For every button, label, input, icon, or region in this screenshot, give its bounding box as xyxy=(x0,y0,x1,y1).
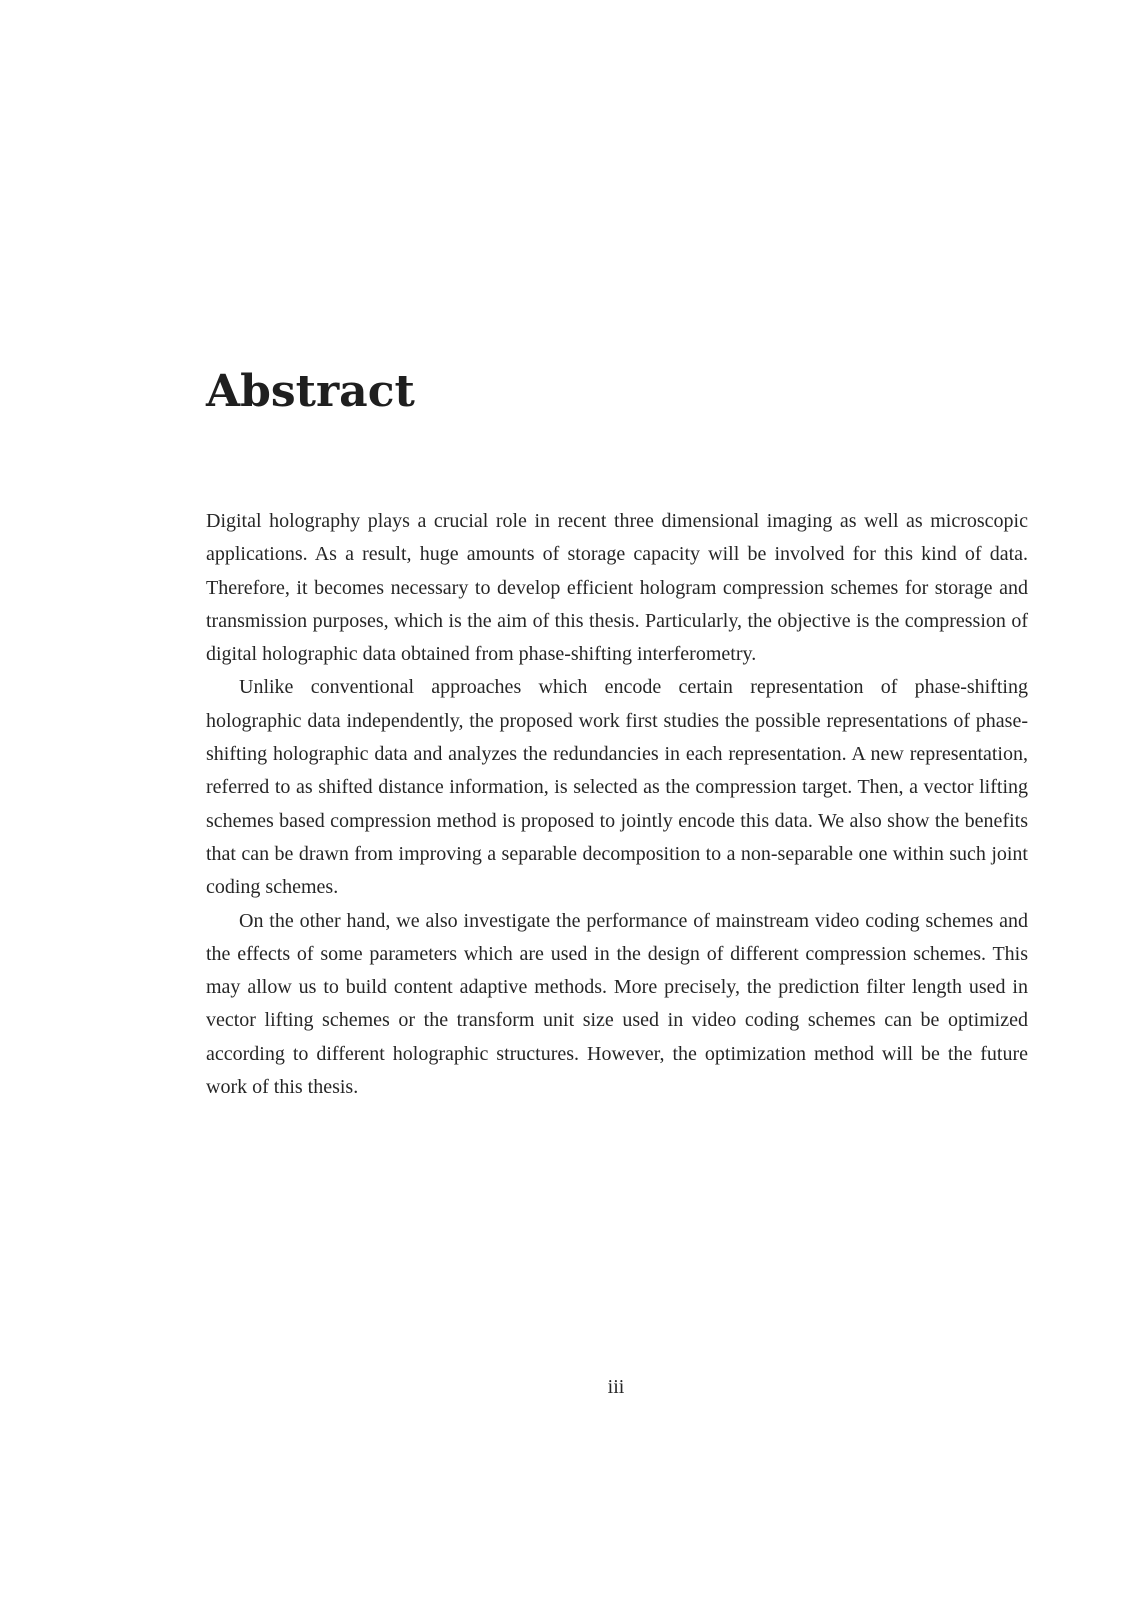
abstract-paragraph-2: Unlike conventional approaches which encode certain representation of phase-shifting holographic data independently, the proposed work first studies the possible representations of phase-shifting holographic data and analyzes the redundancies in each representation. A new representation, referred to as shifted distance information, is selected as the compression target. Then, a vector lifting schemes based compression method is proposed to jointly encode this data. We also show the benefits that can be drawn from improving a separable decomposition to a non-separable one within such joint coding schemes. xyxy=(206,676,1028,899)
abstract-paragraph-3: On the other hand, we also investigate the performance of mainstream video coding schemes and the effects of some parameters which are used in the design of different compression schemes. This may allow us to build content adaptive methods. More precisely, the prediction filter length used in vector lifting schemes or the transform unit size used in video coding schemes can be optimized according to different holographic structures. However, the optimization method will be the future work of this thesis. xyxy=(206,909,1028,1099)
abstract-paragraph-1: Digital holography plays a crucial role in recent three dimensional imaging as well as microscopic applications. As a result, huge amounts of storage capacity will be involved for this kind of data. Therefore, it becomes necessary to develop efficient hologram compression schemes for storage and transmission purposes, which is the aim of this thesis. Particularly, the objective is the compression of digital holographic data obtained from phase-shifting interferometry. xyxy=(206,510,1028,666)
abstract-heading: Abstract xyxy=(206,366,415,417)
page-number: iii xyxy=(607,1376,625,1398)
abstract-body xyxy=(206,505,1028,1104)
